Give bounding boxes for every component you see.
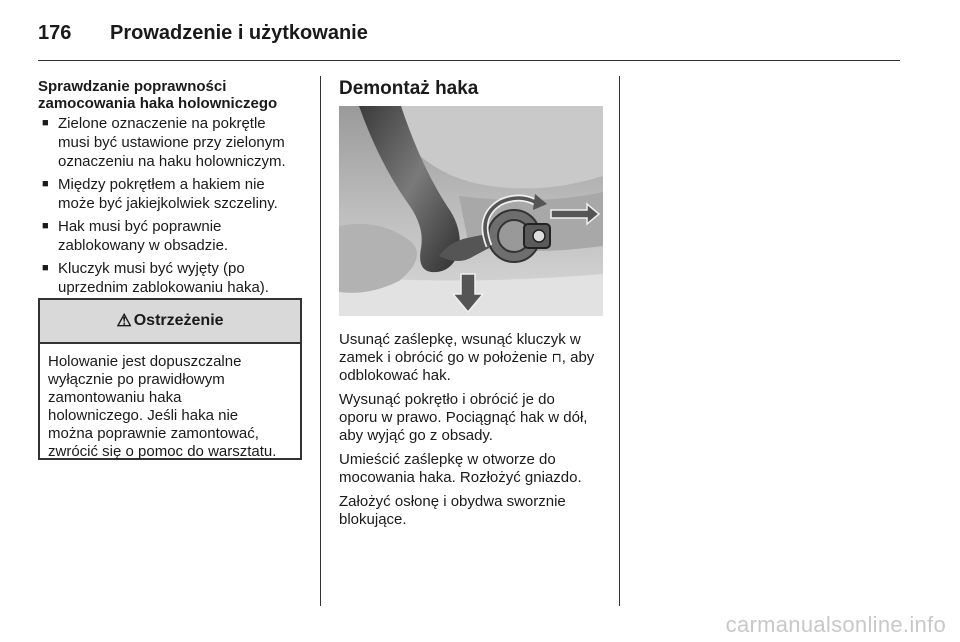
left-column: [38, 78, 304, 301]
removal-instructions: [339, 331, 605, 535]
paragraph: Założyć osłonę i obydwa sworznie blokujące.: [339, 493, 566, 528]
watermark: carmanualsonline.info: [725, 612, 946, 637]
header-rule: [38, 60, 900, 61]
list-item: ■ Kluczyk musi być wyjęty (po uprzednim zablokowaniu haka).: [38, 259, 304, 297]
warning-header: [40, 300, 300, 344]
check-list: [38, 114, 304, 297]
column-divider-right: [619, 76, 620, 606]
paragraph: Wysunąć pokrętło i obrócić je do oporu w prawo. Pociągnąć hak w dół, aby wyjąć go z obsady.: [339, 391, 588, 444]
check-subheading: Sprawdzanie poprawności zamocowania haka holowniczego: [38, 78, 278, 112]
column-divider-left: [320, 76, 321, 606]
list-item: ■ Hak musi być poprawnie zablokowany w obsadzie.: [38, 217, 304, 255]
unlock-position-symbol-icon: ⊓: [551, 350, 562, 365]
warning-title: Ostrzeżenie: [133, 312, 224, 329]
list-item: ■ Między pokrętłem a hakiem nie może być jakiejkolwiek szczeliny.: [38, 175, 304, 213]
page-number: 176: [38, 21, 72, 44]
chapter-title: Prowadzenie i użytkowanie: [110, 21, 368, 44]
warning-box: [38, 298, 302, 460]
paragraph: Umieścić zaślepkę w otworze do mocowania haka. Rozłożyć gniazdo.: [339, 451, 582, 486]
tow-hook-removal-illustration: [339, 106, 603, 316]
warning-triangle-icon: ⚠: [116, 311, 132, 330]
paragraph: Usunąć zaślepkę, wsunąć kluczyk w zamek i obrócić go w położenie ⊓, aby odblokować hak.: [339, 331, 595, 384]
warning-text: Holowanie jest dopuszczalne wyłącznie po prawidłowym zamontowaniu haka holowniczego. Jeśli haka nie można poprawnie zamontować, zwrócić się o pomoc do warsztatu.: [48, 353, 277, 460]
page-header: [38, 18, 368, 48]
list-item: ■ Zielone oznaczenie na pokrętle musi być ustawione przy zielonym oznaczeniu na haku holowniczym.: [38, 114, 304, 171]
section-title: Demontaż haka: [339, 78, 479, 99]
